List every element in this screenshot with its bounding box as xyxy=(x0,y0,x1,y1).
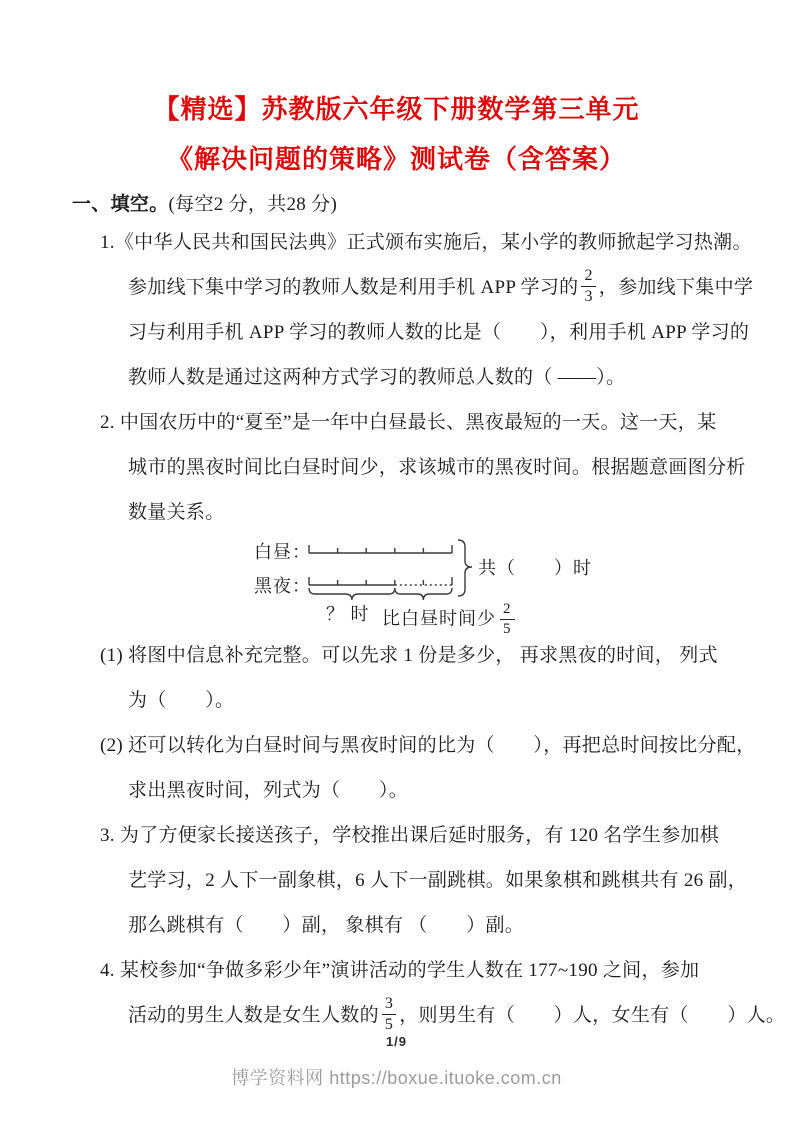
less-than-day-text: 比白昼时间少 xyxy=(382,608,496,629)
q1-line2-pre: 参加线下集中学习的教师人数是利用手机 APP 学习的 xyxy=(128,277,579,298)
page-title-line2: 《解决问题的策略》测试卷（含答案） xyxy=(166,144,626,174)
day-tape-bar xyxy=(309,545,452,553)
q1-line4: 教师人数是通过这两种方式学习的教师总人数的（ ——）。 xyxy=(128,367,626,388)
q4-line2-pre: 活动的男生人数是女生人数的 xyxy=(128,1005,379,1026)
section-heading-points: (每空2 分，共28 分) xyxy=(168,194,338,215)
q2-sub1-line2: 为（ ）。 xyxy=(128,690,235,711)
section-heading-label: 一、填空。 xyxy=(72,194,169,215)
day-bar-label: 白昼： xyxy=(254,542,311,562)
section-heading xyxy=(72,190,793,220)
fraction-two-thirds: $\frac{2}{3}$ xyxy=(581,268,595,305)
q1-line2-post: ，参加线下集中学 xyxy=(598,277,754,298)
q2-line3: 数量关系。 xyxy=(128,502,225,523)
night-tape-bar-solid xyxy=(309,577,395,585)
q3-line2: 艺学习，2 人下一副象棋，6 人下一副跳棋。如果象棋和跳棋共有 26 副， xyxy=(128,870,748,891)
page-title xyxy=(0,84,793,184)
site-footer-link[interactable]: 博学资料网 https://boxue.ituoke.com.cn xyxy=(231,1068,562,1088)
total-time-label: 共（ ）时 xyxy=(478,558,592,578)
q3-line1: 3. 为了方便家长接送孩子，学校推出课后延时服务，有 120 名学生参加棋 xyxy=(100,825,720,846)
under-brace-less-icon xyxy=(395,588,452,600)
q1-line2 xyxy=(0,265,793,310)
q2-line2: 城市的黑夜时间比白昼时间少，求该城市的黑夜时间。根据题意画图分析 xyxy=(128,457,746,478)
fraction-two-fifths: $\frac{2}{5}$ xyxy=(500,602,515,637)
question-time-label: ？ 时 xyxy=(326,604,370,624)
page-number: 1/9 xyxy=(385,1034,408,1049)
tape-diagram xyxy=(252,537,612,637)
q4-line2-post: ，则男生有（ ）人，女生有（ ）人。 xyxy=(399,1005,786,1026)
night-tape-bar-dotted-ticks xyxy=(423,577,452,585)
q2-line1: 2. 中国农历中的“夏至”是一年中白昼最长、黑夜最短的一天。这一天，某 xyxy=(100,412,717,433)
night-bar-label: 黑夜： xyxy=(254,576,311,596)
page-title-line1: 【精选】苏教版六年级下册数学第三单元 xyxy=(153,94,640,124)
q1-line1: 1.《中华人民共和国民法典》正式颁布实施后，某小学的教师掀起学习热潮。 xyxy=(100,232,752,253)
right-brace-icon xyxy=(458,540,472,596)
q3-line3: 那么跳棋有（ ）副， 象棋有 （ ）副。 xyxy=(128,915,525,936)
q4-line2 xyxy=(0,993,793,1038)
less-than-day-label xyxy=(382,603,515,638)
fraction-three-fifths: $\frac{3}{5}$ xyxy=(382,996,396,1033)
q4-line1: 4. 某校参加“争做多彩少年”演讲活动的学生人数在 177~190 之间，参加 xyxy=(100,960,700,981)
q2-sub1-line1: (1) 将图中信息补充完整。可以先求 1 份是多少， 再求黑夜的时间， 列式 xyxy=(100,645,718,666)
q2-sub2-line1: (2) 还可以转化为白昼时间与黑夜时间的比为（ ），再把总时间按比分配， xyxy=(100,735,756,756)
under-brace-question-icon xyxy=(309,588,395,600)
q1-line3: 习与利用手机 APP 学习的教师人数的比是（ ），利用手机 APP 学习的 xyxy=(128,322,750,343)
q2-sub2-line2: 求出黑夜时间，列式为（ ）。 xyxy=(128,780,409,801)
